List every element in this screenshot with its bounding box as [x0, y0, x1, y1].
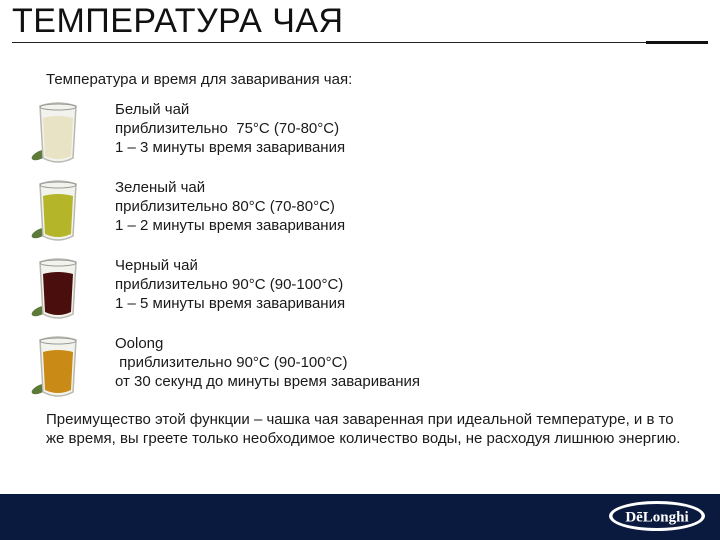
oolong-tea-cup-icon [30, 334, 86, 404]
delonghi-logo [607, 499, 707, 533]
black-tea-cup-icon [30, 256, 86, 326]
tea-name: Oolong [115, 335, 164, 352]
intro-text: Температура и время для заваривания чая: [46, 71, 353, 88]
tea-liquid [43, 194, 73, 237]
title-divider-accent [646, 41, 708, 44]
title-divider [12, 42, 708, 43]
tea-temperature: приблизительно 90°С (90-100°С) [115, 276, 344, 293]
tea-name: Белый чай [115, 101, 190, 118]
tea-temperature: приблизительно 90°С (90-100°С) [115, 354, 348, 371]
tea-item-white [0, 100, 720, 170]
white-tea-cup-icon [30, 100, 86, 170]
green-tea-cup-icon [30, 178, 86, 248]
summary-text: Преимущество этой функции – чашка чая заваренная при идеальной температуре, и в то же время, вы греете только необходимое количество воды, не расходуя лишнюю энергию. [46, 411, 681, 447]
tea-item-green [0, 178, 720, 248]
tea-liquid [43, 350, 73, 393]
tea-brew-time: от 30 секунд до минуты время заваривания [115, 373, 421, 390]
tea-brew-time: 1 – 3 минуты время заваривания [115, 139, 346, 156]
tea-name: Черный чай [115, 257, 198, 274]
tea-name: Зеленый чай [115, 179, 206, 196]
tea-brew-time: 1 – 5 минуты время заваривания [115, 295, 346, 312]
tea-temperature: приблизительно 75°С (70-80°С) [115, 120, 340, 137]
tea-brew-time: 1 – 2 минуты время заваривания [115, 217, 346, 234]
tea-item-oolong [0, 334, 720, 404]
logo-text: DēLonghi [625, 509, 689, 526]
footer-bar [0, 494, 720, 540]
tea-liquid [43, 116, 73, 159]
tea-temperature: приблизительно 80°С (70-80°С) [115, 198, 335, 215]
page-title: ТЕМПЕРАТУРА ЧАЯ [12, 2, 344, 40]
tea-liquid [43, 272, 73, 315]
tea-item-black [0, 256, 720, 326]
